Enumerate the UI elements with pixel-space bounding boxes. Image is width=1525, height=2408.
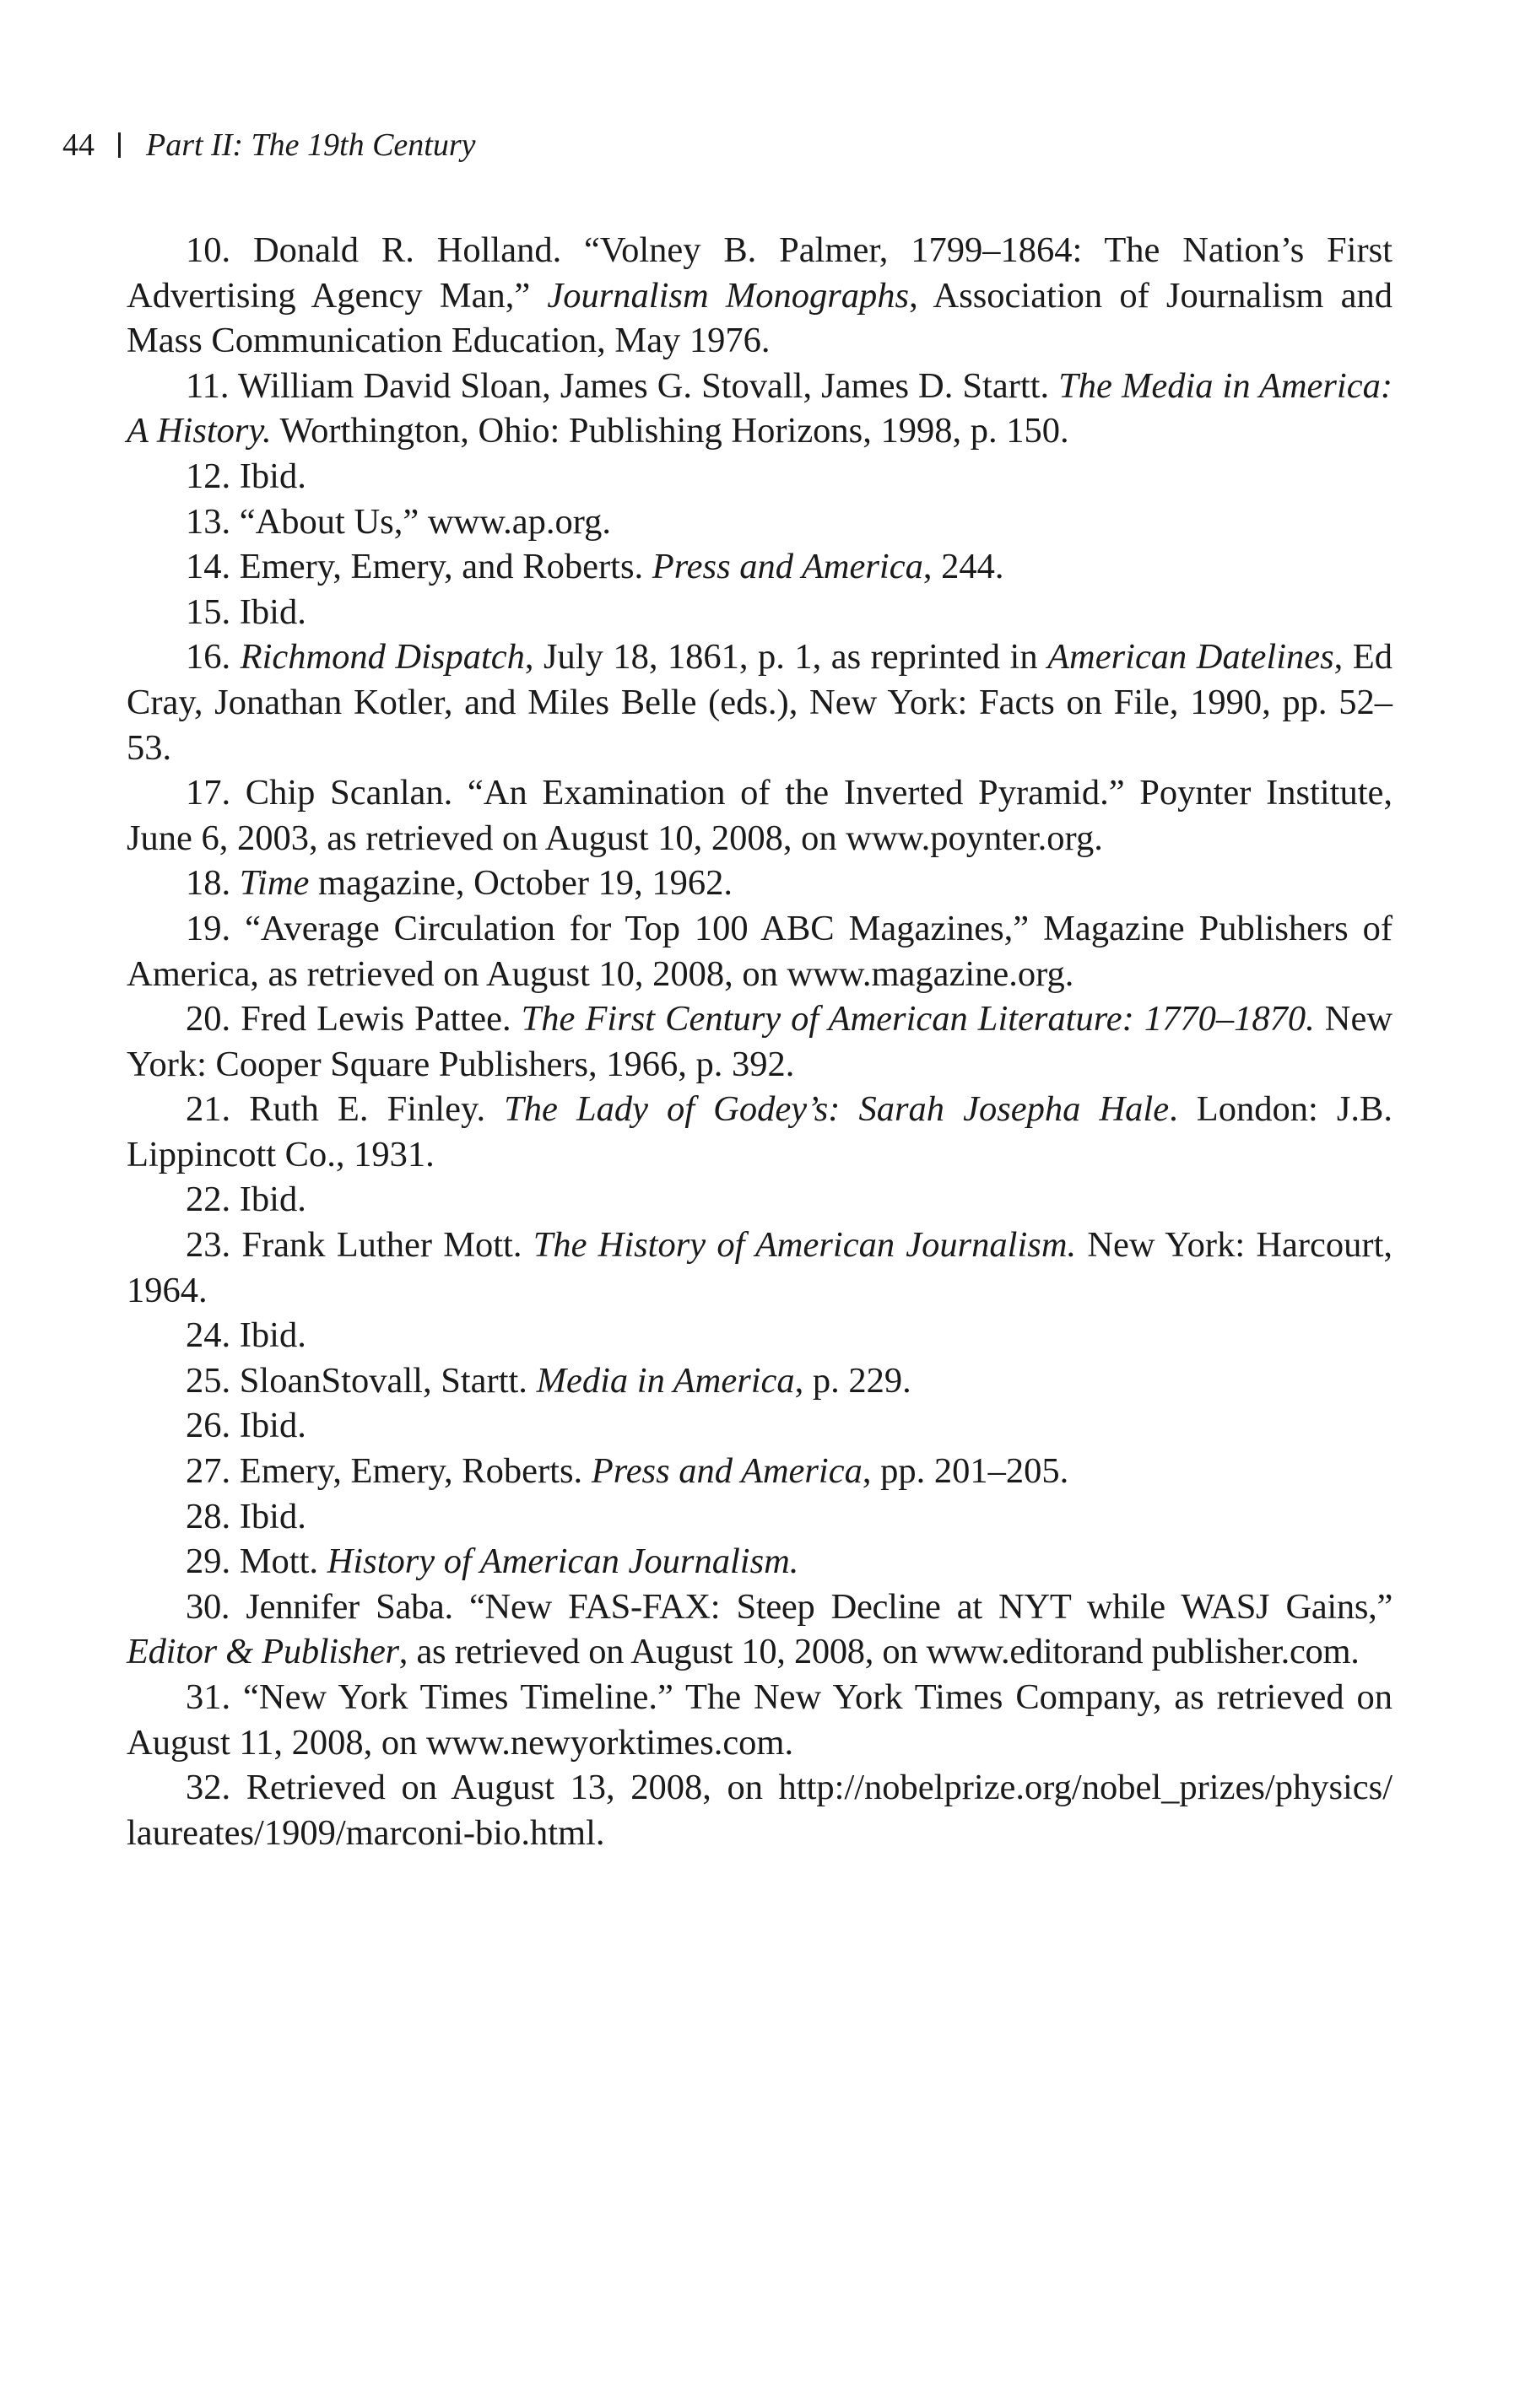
endnote-text: New York: Harcourt, 1964. [127, 1225, 1393, 1310]
endnote-21 [127, 1087, 1393, 1177]
endnote-text: Emery, Emery, and Roberts. [239, 547, 652, 587]
endnote-text: “Average Circulation for Top 100 ABC Magazines,” Magazine Publishers of America, as retrieved on August 10, 2008, on www.magazine.org. [127, 908, 1393, 994]
endnote-29 [127, 1539, 1393, 1585]
endnotes-list [127, 228, 1393, 1855]
endnote-text: Ibid. [239, 456, 306, 496]
endnote-title-italic: Richmond Dispatch [240, 637, 525, 678]
endnote-title-italic: Press and America [652, 547, 923, 587]
endnote-number: 20. [186, 999, 231, 1039]
endnote-text: Worthington, Ohio: Publishing Horizons, 1998, p. 150. [271, 411, 1069, 451]
endnote-text: , pp. 201–205. [862, 1451, 1069, 1492]
endnote-number: 30. [186, 1586, 230, 1627]
endnote-number: 21. [186, 1089, 231, 1130]
endnote-number: 26. [186, 1406, 231, 1446]
endnote-text: Chip Scanlan. “An Examination of the Inverted Pyramid.” Poynter Institute, June 6, 2003, as retrieved on August 10, 2008, on www.poynter.org. [127, 773, 1393, 858]
endnote-text: Fred Lewis Pattee. [241, 999, 522, 1039]
endnote-text: , p. 229. [794, 1360, 911, 1401]
endnote-title-italic: Editor & Publisher [127, 1632, 399, 1672]
endnote-number: 16. [186, 637, 231, 678]
endnote-text: Retrieved on August 13, 2008, on http://nobelprize.org/nobel_prizes/physics/ laureates/1909/marconi-bio.html. [127, 1768, 1393, 1853]
endnote-22 [127, 1177, 1393, 1223]
endnote-text: Ibid. [239, 1315, 306, 1356]
endnote-title-italic: History of American Journalism. [327, 1541, 799, 1582]
endnote-text: Jennifer Saba. “New FAS-FAX: Steep Decline at NYT while WASJ Gains,” [246, 1586, 1393, 1627]
endnote-30 [127, 1585, 1393, 1675]
endnote-text: , as retrieved on August 10, 2008, on www.editorand publisher.com. [398, 1632, 1360, 1672]
running-head-title: Part II: The 19th Century [146, 127, 476, 163]
endnote-text: Ruth E. Finley. [249, 1089, 505, 1130]
endnote-text: Ibid. [239, 1406, 306, 1446]
endnote-number: 12. [186, 456, 231, 496]
endnote-number: 19. [186, 908, 231, 948]
endnote-text: , Association of Journalism and Mass Communication Education, May 1976. [127, 275, 1393, 361]
endnote-number: 22. [186, 1180, 231, 1220]
header-separator [118, 132, 121, 158]
endnote-23 [127, 1223, 1393, 1313]
endnote-24 [127, 1313, 1393, 1358]
endnote-title-italic: Press and America [591, 1451, 863, 1492]
endnote-title-italic: The First Century of American Literature: 1770–1870. [521, 999, 1315, 1039]
endnote-11 [127, 364, 1393, 454]
endnote-10 [127, 228, 1393, 364]
page-number: 44 [62, 127, 95, 163]
endnote-number: 23. [186, 1225, 231, 1266]
endnote-text: magazine, October 19, 1962. [309, 863, 733, 904]
endnote-number: 10. [186, 230, 231, 270]
endnote-number: 11. [186, 365, 230, 406]
endnote-text: . London: J.B. Lippincott Co., 1931. [127, 1089, 1393, 1174]
endnote-text: Ibid. [239, 1496, 306, 1536]
endnote-number: 17. [186, 773, 231, 813]
endnote-title-italic: The Lady of Godey’s: Sarah Josepha Hale [504, 1089, 1170, 1130]
endnote-title-italic: Time [239, 863, 310, 904]
endnote-19 [127, 906, 1393, 996]
endnote-text: William David Sloan, James G. Stovall, James D. Startt. [237, 365, 1059, 406]
endnote-number: 15. [186, 591, 231, 632]
endnote-text: New York: Cooper Square Publishers, 1966, p. 392. [127, 999, 1393, 1084]
endnote-number: 31. [186, 1677, 231, 1717]
endnote-16 [127, 634, 1393, 770]
endnote-17 [127, 770, 1393, 861]
endnote-title-italic: American Datelines [1047, 637, 1334, 678]
endnote-number: 29. [186, 1541, 231, 1582]
endnote-number: 24. [186, 1315, 231, 1356]
endnote-text: “About Us,” www.ap.org. [239, 501, 612, 542]
endnote-title-italic: Media in America [536, 1360, 795, 1401]
endnote-title-italic: Journalism Monographs [547, 275, 910, 316]
endnote-text: Emery, Emery, Roberts. [239, 1451, 592, 1492]
endnote-text: , July 18, 1861, p. 1, as reprinted in [524, 637, 1048, 678]
endnote-number: 14. [186, 547, 231, 587]
endnote-31 [127, 1675, 1393, 1765]
endnote-title-italic: The Media in America: A History. [127, 365, 1393, 451]
endnote-26 [127, 1403, 1393, 1449]
endnote-text: , 244. [922, 547, 1004, 587]
endnote-number: 18. [186, 863, 231, 904]
endnote-13 [127, 499, 1393, 545]
endnote-text: , Ed Cray, Jonathan Kotler, and Miles Belle (eds.), New York: Facts on File, 1990, pp. 52–53. [127, 637, 1393, 768]
endnote-number: 32. [186, 1768, 231, 1808]
endnote-14 [127, 544, 1393, 590]
endnote-text: Ibid. [239, 1180, 306, 1220]
endnote-27 [127, 1449, 1393, 1494]
endnote-text: Mott. [239, 1541, 327, 1582]
running-head [62, 125, 476, 165]
endnote-title-italic: The History of American Journalism. [533, 1225, 1077, 1266]
endnote-25 [127, 1358, 1393, 1404]
endnote-12 [127, 454, 1393, 499]
endnote-15 [127, 590, 1393, 635]
endnote-number: 25. [186, 1360, 231, 1401]
endnote-number: 13. [186, 501, 231, 542]
endnote-text: Ibid. [239, 591, 306, 632]
endnote-32 [127, 1765, 1393, 1855]
endnote-20 [127, 996, 1393, 1087]
endnote-text: Donald R. Holland. “Volney B. Palmer, 1799–1864: The Nation’s First Advertising Agency Man,” [127, 230, 1393, 316]
endnote-28 [127, 1494, 1393, 1540]
endnote-number: 27. [186, 1451, 231, 1492]
endnote-text: “New York Times Timeline.” The New York Times Company, as retrieved on August 11, 2008, on www.newyorktimes.com. [127, 1677, 1393, 1763]
endnote-18 [127, 861, 1393, 906]
endnote-number: 28. [186, 1496, 231, 1536]
endnote-text: SloanStovall, Startt. [239, 1360, 537, 1401]
endnote-text: Frank Luther Mott. [241, 1225, 533, 1266]
